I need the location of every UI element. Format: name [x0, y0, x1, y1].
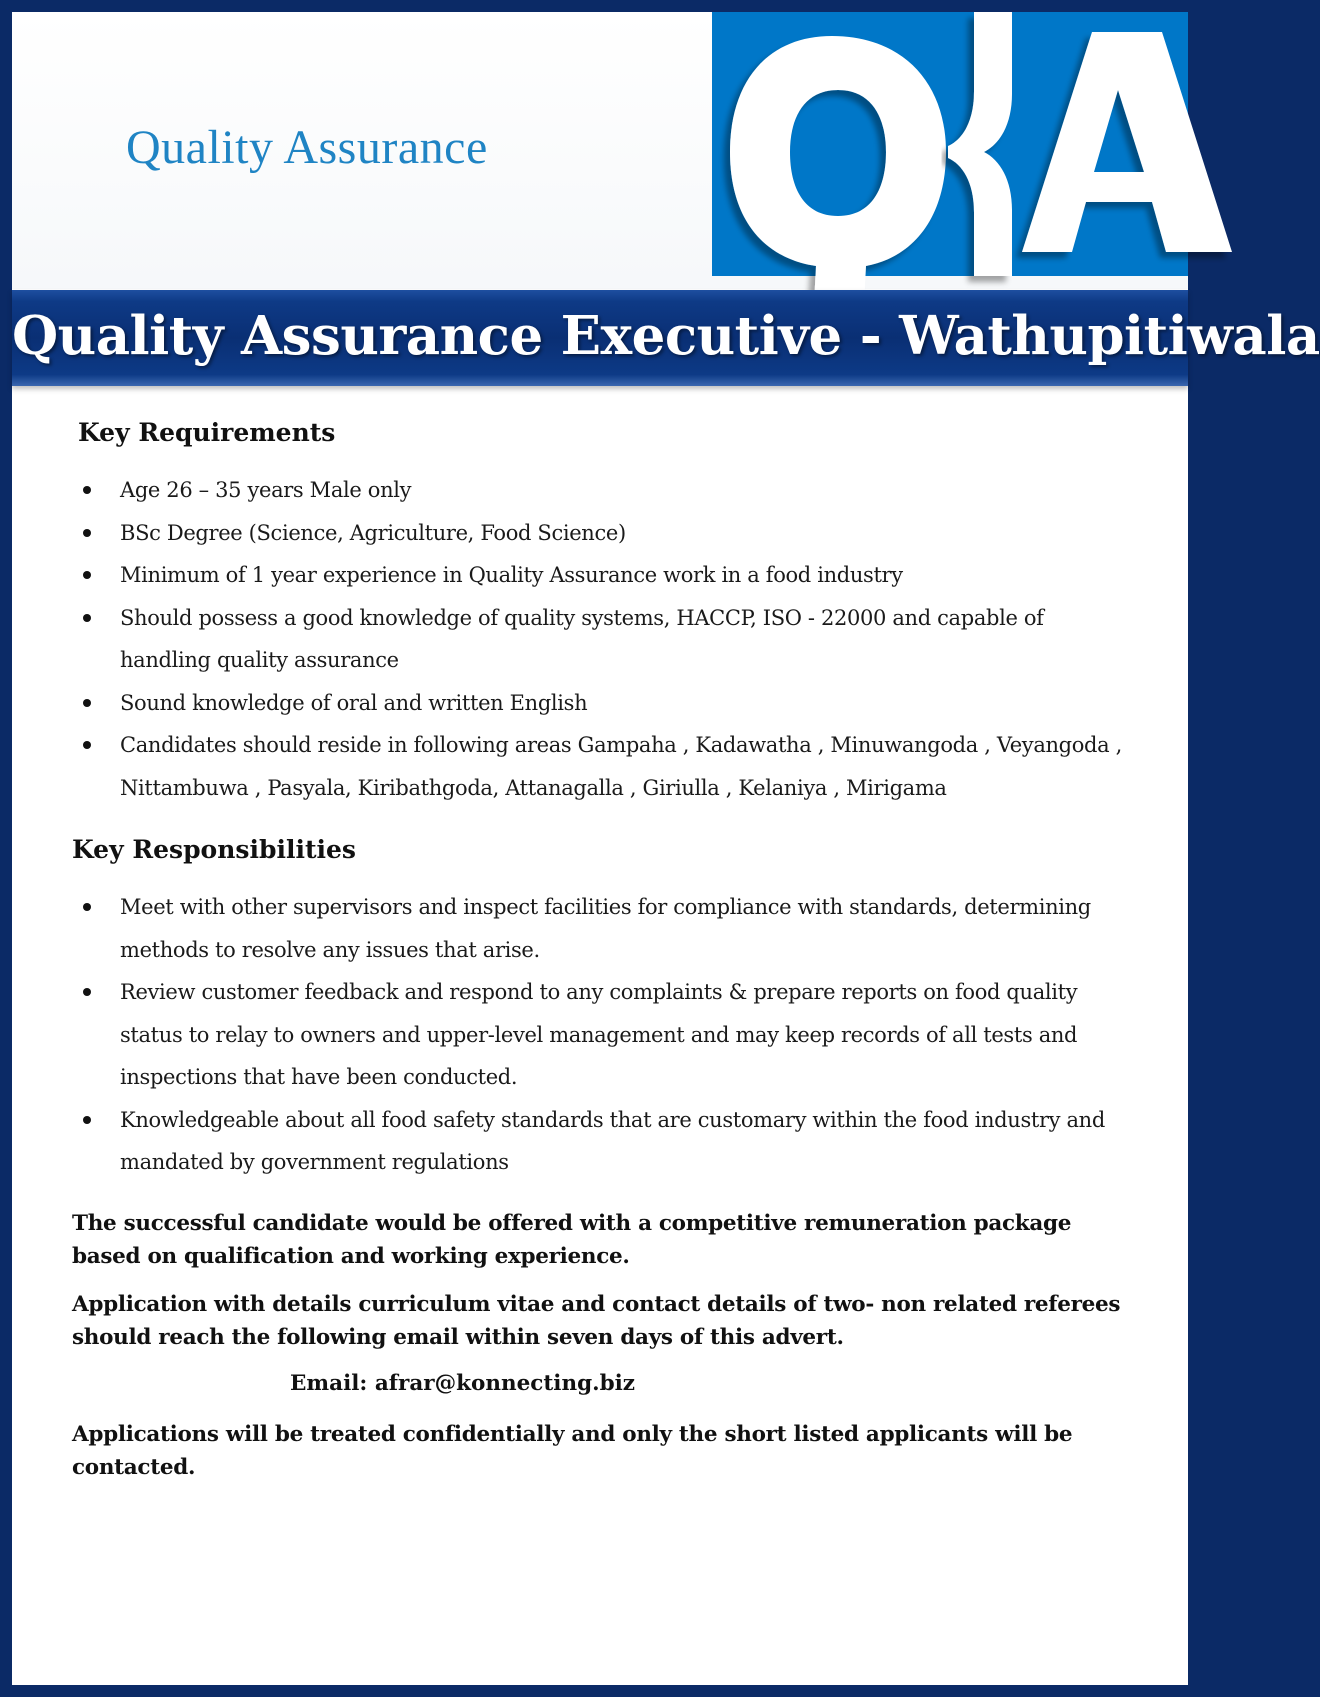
list-item: Should possess a good knowledge of quality systems, HACCP, ISO - 22000 and capable of handling quality assurance	[72, 597, 1132, 682]
requirements-heading: Key Requirements	[78, 418, 336, 447]
responsibilities-heading: Key Responsibilities	[72, 835, 356, 864]
remuneration-note: The successful candidate would be offered with a competitive remuneration package based on qualification and working experience.	[72, 1211, 1072, 1269]
header-banner	[12, 12, 1188, 289]
list-item: Review customer feedback and respond to any complaints & prepare reports on food quality status to relay to owners and upper-level management and may keep records of all tests and inspections that have been conducted.	[72, 971, 1132, 1099]
list-item: Candidates should reside in following areas Gampaha , Kadawatha , Minuwangoda , Veyangoda , Nittambuwa , Pasyala, Kiribathgoda, Attanagalla , Giriulla , Kelaniya , Mirigama	[72, 724, 1132, 809]
contact-email[interactable]: Email: afrar@konnecting.biz	[290, 1371, 636, 1396]
list-item: Age 26 – 35 years Male only	[72, 469, 1132, 512]
page-title: Quality Assurance Executive - Wathupitiwala	[12, 305, 1320, 367]
job-advert	[12, 12, 1320, 1685]
confidentiality-note: Applications will be treated confidentially and only the short listed applicants will be contacted.	[72, 1422, 1073, 1480]
title-bar	[12, 290, 1320, 386]
qa-logo	[712, 12, 1188, 276]
list-item: Knowledgeable about all food safety standards that are customary within the food industry and mandated by government regulations	[72, 1099, 1132, 1184]
banner-heading: Quality Assurance	[126, 121, 488, 174]
list-item: Meet with other supervisors and inspect facilities for compliance with standards, determining methods to resolve any issues that arise.	[72, 886, 1132, 971]
requirements-list	[72, 469, 1132, 809]
list-item: Minimum of 1 year experience in Quality Assurance work in a food industry	[72, 554, 1132, 597]
qa-logo-graphic	[712, 12, 1188, 276]
application-instructions: Application with details curriculum vitae and contact details of two- non related referees should reach the following email within seven days of this advert.	[72, 1292, 1121, 1350]
list-item: Sound knowledge of oral and written English	[72, 682, 1132, 725]
list-item: BSc Degree (Science, Agriculture, Food Science)	[72, 512, 1132, 555]
responsibilities-list	[72, 886, 1132, 1184]
